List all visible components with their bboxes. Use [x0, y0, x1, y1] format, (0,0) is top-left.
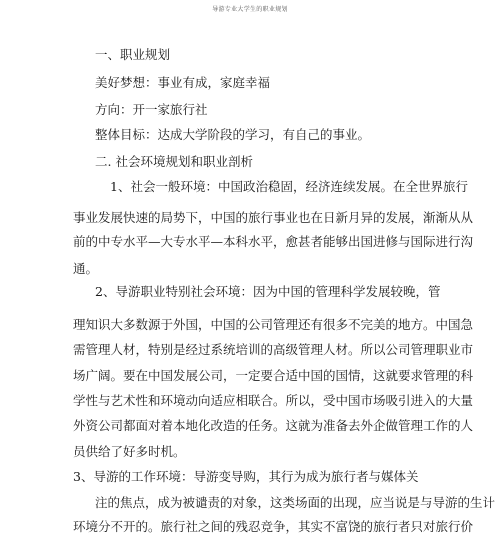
paragraph-direction: 方向：开一家旅行社 [95, 102, 208, 117]
paragraph-line: 注的焦点，成为被谴责的对象，这类场面的出现，应当说是与导游的生计 [95, 495, 496, 510]
section-heading-social-environment: 二. 社会环境规划和职业剖析 [95, 154, 253, 169]
paragraph-line: 员供给了好多时机。 [73, 444, 186, 459]
paragraph-line: 3、导游的工作环境：导游变导购，其行为成为旅行者与媒体关 [73, 469, 419, 484]
paragraph-line: 通。 [73, 261, 99, 276]
paragraph-line: 事业发展快速的局势下，中国的旅行事业也在日新月异的发展，渐渐从从 [73, 210, 474, 225]
paragraph-line: 学性与艺术性和环境动向适应相联合。所以，受中国市场吸引进入的大量 [73, 393, 474, 408]
paragraph-line: 理知识大多数源于外国，中国的公司管理还有很多不完美的地方。中国急 [73, 317, 474, 332]
paragraph-overall-goal: 整体目标：达成大学阶段的学习，有自己的事业。 [95, 127, 371, 142]
page-header: 导游专业大学生的职业规划 [212, 6, 288, 13]
paragraph-line: 前的中专水平—大专水平—本科水平，愈甚者能够出国进修与国际进行沟 [73, 234, 474, 249]
paragraph-dream: 美好梦想：事业有成，家庭幸福 [95, 75, 271, 90]
paragraph-line: 场广阔。要在中国发展公司，一定要合适中国的国情，这就要求管理的科 [73, 368, 474, 383]
paragraph-line: 2、导游职业特别社会环境：因为中国的管理科学发展较晚，管 [95, 284, 441, 299]
section-heading-career-planning: 一、职业规划 [95, 47, 171, 62]
paragraph-line: 需管理人材，特别是经过系统培训的高级管理人材。所以公司管理职业市 [73, 342, 474, 357]
paragraph-line: 外资公司都面对着本地化改造的任务。这就为准备去外企做管理工作的人 [73, 418, 474, 433]
paragraph-line: 1、社会一般环境：中国政治稳固，经济连续发展。在全世界旅行 [110, 179, 468, 194]
paragraph-line: 环境分不开的。旅行社之间的残忍竞争，其实不富饶的旅行者只对旅行价 [73, 519, 474, 534]
